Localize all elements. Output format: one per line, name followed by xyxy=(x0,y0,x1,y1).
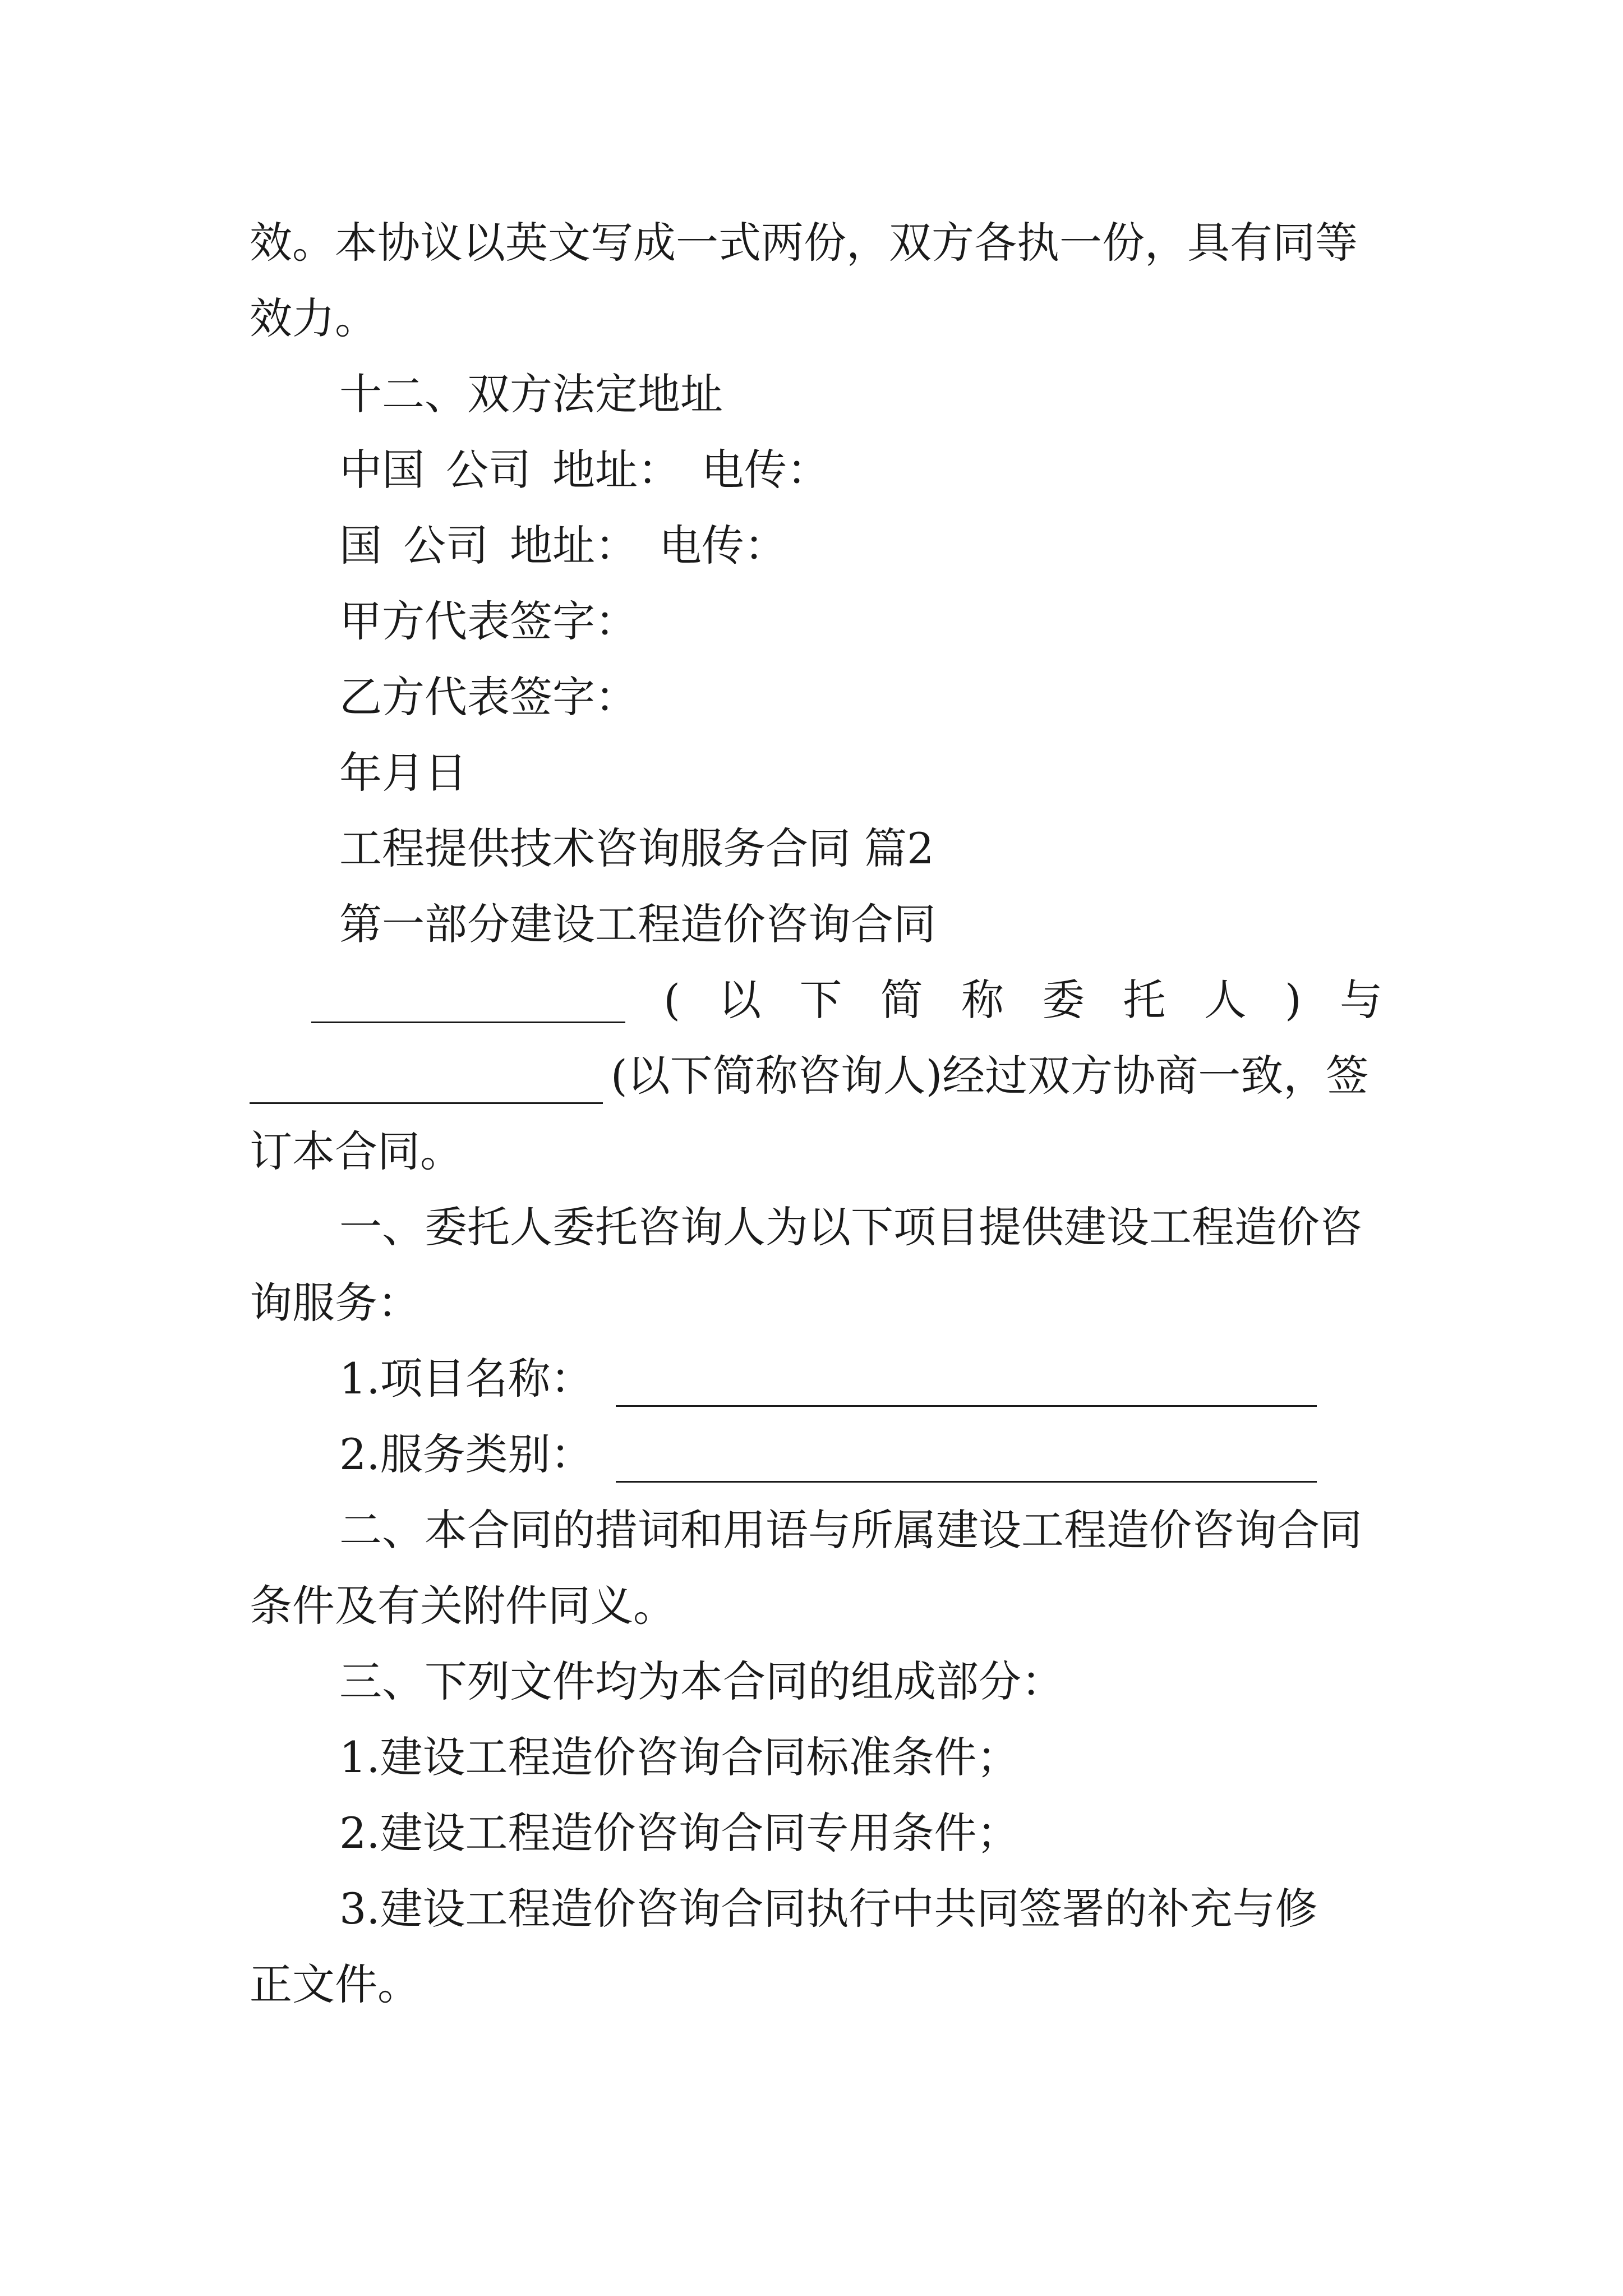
signature-party-b: 乙方代表签字： xyxy=(339,672,638,722)
parties-line-2 xyxy=(250,1048,1382,1104)
spread-char: 与 xyxy=(1339,975,1382,1025)
date-line: 年月日 xyxy=(339,748,467,798)
country-text: 国 xyxy=(339,521,382,570)
paragraph-line: 询服务： xyxy=(250,1278,420,1328)
parties-line-1 xyxy=(250,972,1382,1028)
consultant-name-blank xyxy=(250,1059,603,1104)
spread-char: 人 xyxy=(1204,975,1247,1025)
address-line-china xyxy=(339,442,1472,498)
service-type-line xyxy=(339,1427,1472,1483)
paragraph-line: 效力。 xyxy=(250,293,377,343)
list-item: 2.建设工程造价咨询合同专用条件； xyxy=(339,1808,1020,1858)
fax-label: 电传： xyxy=(702,445,829,495)
service-type-blank xyxy=(616,1437,1317,1483)
address-label: 地址： xyxy=(510,521,638,570)
list-item: 3.建设工程造价咨询合同执行中共同签署的补充与修 xyxy=(339,1884,1318,1934)
paragraph-line: 三、下列文件均为本合同的组成部分： xyxy=(339,1657,1064,1706)
spread-char: 委 xyxy=(1042,975,1085,1025)
spread-char: ( xyxy=(663,975,680,1025)
company-text: 公司 xyxy=(403,521,488,570)
paragraph-line: 条件及有关附件同义。 xyxy=(250,1581,676,1631)
spread-char: 简 xyxy=(880,975,923,1025)
fax-label: 电传： xyxy=(659,521,787,570)
company-text: 公司 xyxy=(446,445,531,495)
project-name-blank xyxy=(616,1361,1317,1407)
spread-char: 托 xyxy=(1123,975,1166,1025)
list-item: 1.建设工程造价咨询合同标准条件； xyxy=(339,1732,1020,1782)
part-heading: 第一部分建设工程造价咨询合同 xyxy=(339,899,936,949)
paragraph-line: 效。本协议以英文写成一式两份，双方各执一份，具有同等 xyxy=(250,218,1358,268)
country-text: 中国 xyxy=(339,445,425,495)
project-name-line xyxy=(339,1351,1472,1407)
spread-char: 称 xyxy=(961,975,1004,1025)
address-line-other xyxy=(339,518,1472,574)
address-label: 地址： xyxy=(552,445,680,495)
section-heading: 十二、双方法定地址 xyxy=(339,369,723,419)
signature-party-a: 甲方代表签字： xyxy=(339,596,638,646)
contract-title: 工程提供技术咨询服务合同 篇2 xyxy=(339,823,934,873)
spread-char: 下 xyxy=(799,975,842,1025)
spread-char: 以 xyxy=(718,975,762,1025)
service-type-label: 2.服务类别： xyxy=(339,1429,593,1479)
paragraph-line: 正文件。 xyxy=(250,1959,420,2009)
parties-text: (以下简称咨询人)经过双方协商一致，签 xyxy=(611,1051,1369,1101)
paragraph-line: 一、委托人委托咨询人为以下项目提供建设工程造价咨 xyxy=(339,1202,1362,1252)
client-name-blank xyxy=(311,978,625,1023)
paragraph-line: 二、本合同的措词和用语与所属建设工程造价咨询合同 xyxy=(339,1505,1362,1555)
project-name-label: 1.项目名称： xyxy=(339,1354,593,1404)
paragraph-line: 订本合同。 xyxy=(250,1126,463,1176)
spread-char: ) xyxy=(1285,975,1302,1025)
